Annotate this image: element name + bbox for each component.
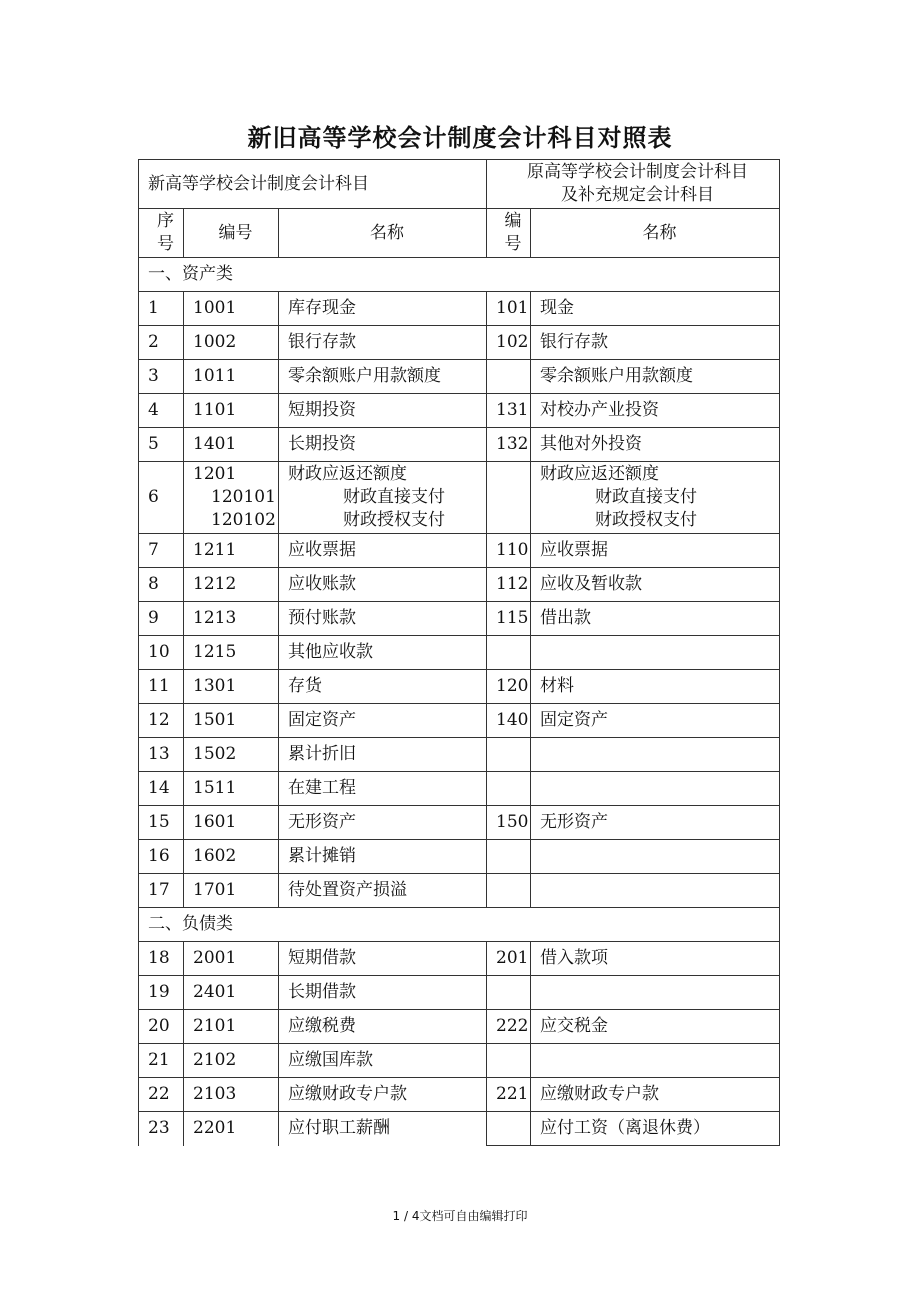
seq-cell: 23 (139, 1112, 184, 1146)
old-group-header (487, 160, 780, 209)
code-cell: 1511 (184, 772, 279, 806)
section-liabilities: 二、负债类 (139, 908, 780, 942)
code-cell: 2101 (184, 1010, 279, 1044)
code-cell (184, 462, 279, 534)
table-row (139, 326, 780, 360)
code-cell: 1211 (184, 534, 279, 568)
old-name-cell (531, 840, 780, 874)
seq-cell: 7 (139, 534, 184, 568)
old-name-cell (531, 636, 780, 670)
name-cell: 其他应收款 (279, 636, 487, 670)
old-code-cell: 110 (487, 534, 531, 568)
table-row (139, 806, 780, 840)
table-row (139, 772, 780, 806)
old-code-cell: 102 (487, 326, 531, 360)
name-cell: 应收票据 (279, 534, 487, 568)
seq-cell: 4 (139, 394, 184, 428)
column-header-row (139, 209, 780, 258)
old-name-cell: 零余额账户用款额度 (531, 360, 780, 394)
code-cell: 1212 (184, 568, 279, 602)
name-cell: 长期投资 (279, 428, 487, 462)
name-cell: 长期借款 (279, 976, 487, 1010)
name-cell: 累计摊销 (279, 840, 487, 874)
old-code-cell (487, 874, 531, 908)
old-code-cell (487, 636, 531, 670)
name-header: 名称 (279, 209, 487, 258)
old-name-cell: 应交税金 (531, 1010, 780, 1044)
code-cell: 1502 (184, 738, 279, 772)
code-header: 编号 (184, 209, 279, 258)
name-cell: 待处置资产损溢 (279, 874, 487, 908)
old-name-header: 名称 (531, 209, 780, 258)
name-sub: 财政授权支付 (343, 510, 445, 530)
old-code-cell (487, 840, 531, 874)
seq-header-line2: 号 (157, 234, 174, 254)
name-cell: 预付账款 (279, 602, 487, 636)
old-code-cell (487, 1112, 531, 1146)
table-row (139, 462, 780, 534)
code-cell: 2102 (184, 1044, 279, 1078)
seq-cell: 6 (139, 462, 184, 534)
seq-cell: 11 (139, 670, 184, 704)
table-row (139, 292, 780, 326)
seq-cell: 16 (139, 840, 184, 874)
old-code-cell: 222 (487, 1010, 531, 1044)
seq-cell: 21 (139, 1044, 184, 1078)
old-name-cell: 材料 (531, 670, 780, 704)
table-row (139, 1044, 780, 1078)
code-sub: 120101 (211, 487, 276, 507)
old-code-cell: 132 (487, 428, 531, 462)
section-assets: 一、资产类 (139, 258, 780, 292)
old-code-cell: 112 (487, 568, 531, 602)
old-name-cell (531, 1044, 780, 1078)
table-row (139, 360, 780, 394)
old-code-cell: 120 (487, 670, 531, 704)
old-group-header-line1: 原高等学校会计制度会计科目 (527, 162, 748, 182)
old-code-cell (487, 976, 531, 1010)
page-footer: 1 / 4文档可自由编辑打印 (392, 1209, 528, 1223)
old-name-cell: 其他对外投资 (531, 428, 780, 462)
seq-cell: 18 (139, 942, 184, 976)
old-name-cell: 对校办产业投资 (531, 394, 780, 428)
table-row (139, 602, 780, 636)
old-name-cell: 借出款 (531, 602, 780, 636)
seq-cell: 3 (139, 360, 184, 394)
code-cell: 2001 (184, 942, 279, 976)
name-cell: 应缴财政专户款 (279, 1078, 487, 1112)
name-cell: 银行存款 (279, 326, 487, 360)
old-name-cell: 固定资产 (531, 704, 780, 738)
seq-cell: 1 (139, 292, 184, 326)
table-row (139, 568, 780, 602)
old-code-cell (487, 462, 531, 534)
old-code-cell (487, 738, 531, 772)
code-cell: 1701 (184, 874, 279, 908)
old-code-cell: 140 (487, 704, 531, 738)
table-row (139, 534, 780, 568)
table-row (139, 1112, 780, 1146)
table-row (139, 704, 780, 738)
seq-cell: 2 (139, 326, 184, 360)
table-row (139, 394, 780, 428)
old-code-cell (487, 772, 531, 806)
table-row (139, 840, 780, 874)
seq-cell: 15 (139, 806, 184, 840)
table-row (139, 942, 780, 976)
seq-cell: 14 (139, 772, 184, 806)
seq-cell: 5 (139, 428, 184, 462)
old-code-cell: 101 (487, 292, 531, 326)
table-row (139, 738, 780, 772)
code-cell: 1002 (184, 326, 279, 360)
code-cell: 1011 (184, 360, 279, 394)
code-cell: 1501 (184, 704, 279, 738)
old-name-cell: 银行存款 (531, 326, 780, 360)
old-name-cell (531, 462, 780, 534)
code-cell: 1101 (184, 394, 279, 428)
name-sub: 财政直接支付 (343, 487, 445, 507)
code-sub: 120102 (211, 510, 276, 530)
name-cell: 累计折旧 (279, 738, 487, 772)
code-cell: 1215 (184, 636, 279, 670)
old-code-header-line1: 编 (504, 211, 522, 231)
code-cell: 1213 (184, 602, 279, 636)
seq-cell: 12 (139, 704, 184, 738)
name-cell: 固定资产 (279, 704, 487, 738)
old-code-cell: 115 (487, 602, 531, 636)
seq-header-line1: 序 (157, 211, 174, 231)
name-cell: 存货 (279, 670, 487, 704)
old-code-cell (487, 1044, 531, 1078)
seq-cell: 17 (139, 874, 184, 908)
group-header-row (139, 160, 780, 209)
old-group-header-line2: 及补充规定会计科目 (561, 185, 714, 205)
code-cell: 2103 (184, 1078, 279, 1112)
table-row (139, 428, 780, 462)
name-cell: 应收账款 (279, 568, 487, 602)
name-cell: 库存现金 (279, 292, 487, 326)
old-name-cell: 应收及暂收款 (531, 568, 780, 602)
old-name-main: 财政应返还额度 (540, 464, 659, 484)
account-comparison-table (138, 159, 780, 1146)
name-cell: 无形资产 (279, 806, 487, 840)
old-code-header-line2: 号 (504, 234, 522, 254)
seq-cell: 20 (139, 1010, 184, 1044)
seq-cell: 13 (139, 738, 184, 772)
name-cell (279, 462, 487, 534)
table-row (139, 636, 780, 670)
old-name-cell (531, 738, 780, 772)
section-row (139, 908, 780, 942)
old-code-cell: 201 (487, 942, 531, 976)
old-name-cell: 现金 (531, 292, 780, 326)
table-row (139, 670, 780, 704)
seq-cell: 8 (139, 568, 184, 602)
seq-cell: 19 (139, 976, 184, 1010)
code-cell: 1001 (184, 292, 279, 326)
seq-cell: 22 (139, 1078, 184, 1112)
name-cell: 应缴国库款 (279, 1044, 487, 1078)
seq-header (139, 209, 184, 258)
old-name-cell: 无形资产 (531, 806, 780, 840)
code-cell: 1601 (184, 806, 279, 840)
code-cell: 1602 (184, 840, 279, 874)
table-row (139, 1078, 780, 1112)
old-name-cell: 应付工资（离退休费） (531, 1112, 780, 1146)
code-cell: 1401 (184, 428, 279, 462)
name-cell: 应缴税费 (279, 1010, 487, 1044)
old-name-cell (531, 874, 780, 908)
code-cell: 1301 (184, 670, 279, 704)
old-code-cell: 131 (487, 394, 531, 428)
document-title: 新旧高等学校会计制度会计科目对照表 (247, 123, 673, 152)
section-row (139, 258, 780, 292)
old-code-cell (487, 360, 531, 394)
code-cell: 2201 (184, 1112, 279, 1146)
old-code-header (487, 209, 531, 258)
old-name-cell: 借入款项 (531, 942, 780, 976)
table-row (139, 976, 780, 1010)
old-name-cell (531, 772, 780, 806)
code-cell: 2401 (184, 976, 279, 1010)
code-main: 1201 (193, 464, 237, 484)
table-row (139, 1010, 780, 1044)
old-name-sub: 财政直接支付 (595, 487, 697, 507)
old-name-cell (531, 976, 780, 1010)
seq-cell: 10 (139, 636, 184, 670)
name-cell: 零余额账户用款额度 (279, 360, 487, 394)
name-cell: 短期投资 (279, 394, 487, 428)
old-code-cell: 150 (487, 806, 531, 840)
old-name-cell: 应收票据 (531, 534, 780, 568)
name-cell: 在建工程 (279, 772, 487, 806)
name-cell: 应付职工薪酬 (279, 1112, 487, 1146)
table-row (139, 874, 780, 908)
seq-cell: 9 (139, 602, 184, 636)
old-code-cell: 221 (487, 1078, 531, 1112)
name-cell: 短期借款 (279, 942, 487, 976)
old-name-sub: 财政授权支付 (595, 510, 697, 530)
name-main: 财政应返还额度 (288, 464, 407, 484)
new-group-header: 新高等学校会计制度会计科目 (139, 160, 487, 209)
old-name-cell: 应缴财政专户款 (531, 1078, 780, 1112)
